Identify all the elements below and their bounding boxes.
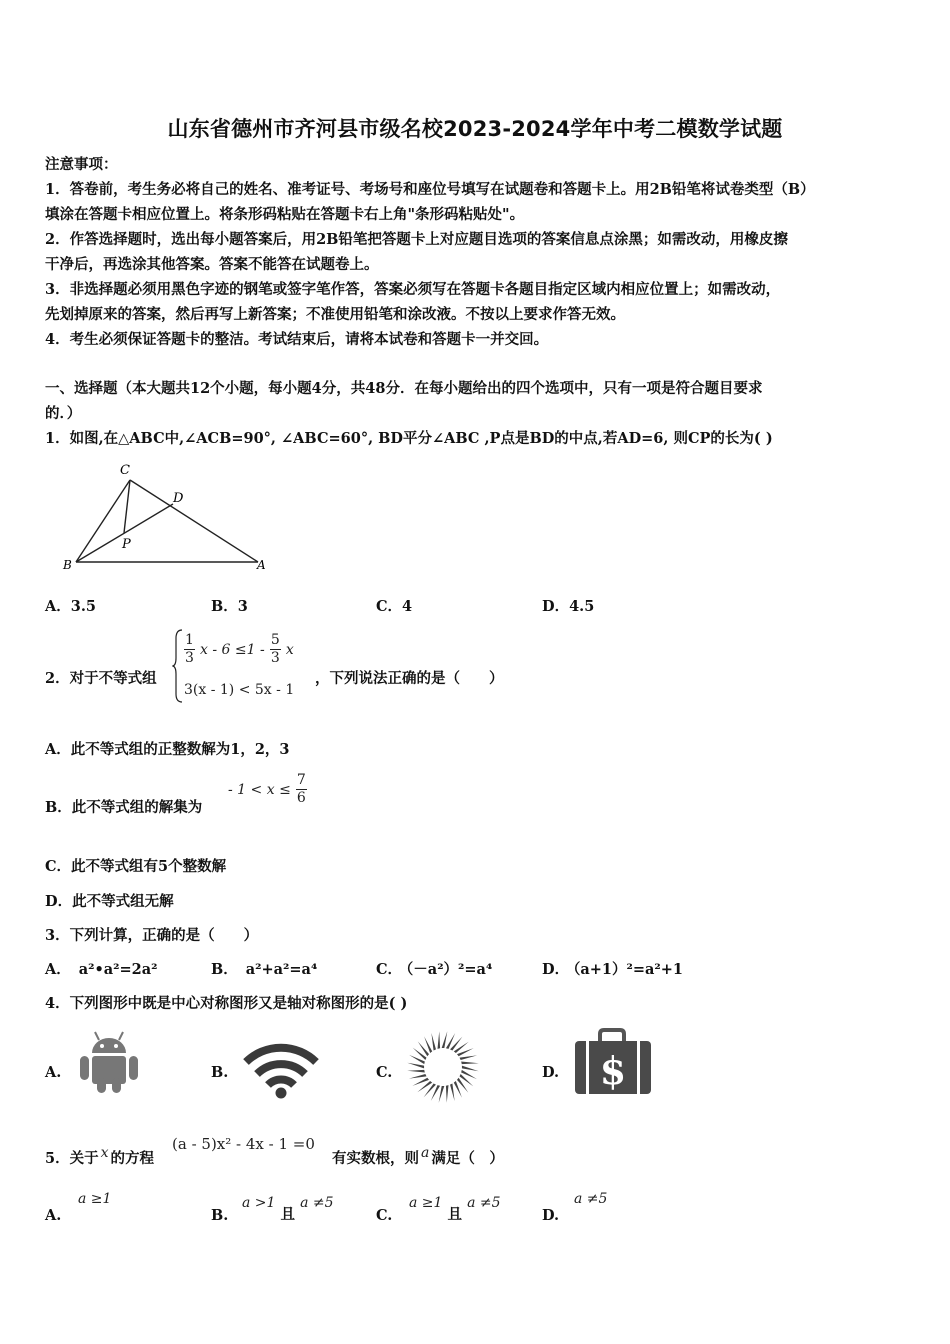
sunburst-ray	[461, 1061, 479, 1064]
frac-den: 3	[185, 650, 194, 666]
q4-stem: 4．下列图形中既是中心对称图形又是轴对称图形的是( )	[45, 995, 408, 1012]
q2-suffix: ，下列说法正确的是（ ）	[315, 670, 504, 687]
sunburst-ray	[462, 1066, 479, 1072]
q3-c-expr: （－a²）²=a⁴	[406, 961, 493, 978]
page-title: 山东省德州市齐河县市级名校2023-2024学年中考二模数学试题	[167, 117, 783, 141]
q5-equation: (a - 5)x² - 4x - 1 =0	[172, 1135, 315, 1153]
money-bag-icon[interactable]	[572, 1028, 654, 1096]
sunburst-ray	[460, 1055, 478, 1060]
q2-option-a[interactable]: A．此不等式组的正整数解为1，2，3	[45, 741, 290, 758]
q5-option-d-label[interactable]: D.	[542, 1207, 560, 1224]
q3-stem: 3．下列计算，正确的是（ ）	[45, 927, 259, 944]
q1-option-b[interactable]: B．3	[211, 598, 248, 615]
q2-ineq1-mid: x - 6 ≤1 -	[200, 642, 265, 658]
q3-option-a[interactable]	[45, 958, 158, 979]
notice-line: 3．非选择题必须用黑色字迹的钢笔或签字笔作答，答案必须写在答题卡各题目指定区域内相应位置上；如需改动，	[45, 281, 781, 298]
notice-line: 干净后，再选涂其他答案。答案不能答在试题卷上。	[45, 256, 379, 273]
q3-b-label: B．	[211, 961, 238, 978]
q5-b-cond1: a >1	[242, 1195, 276, 1211]
sunburst-icon[interactable]	[404, 1030, 482, 1104]
label-b: B	[63, 558, 72, 572]
q5-b-cond2: a ≠5	[300, 1195, 334, 1211]
q5-c-and: 且	[447, 1206, 463, 1223]
q5-var-x: x	[100, 1145, 109, 1161]
sunburst-ray	[446, 1085, 449, 1103]
label-c: C	[120, 463, 130, 478]
q3-option-b[interactable]	[211, 958, 317, 979]
q5-c-cond1: a ≥1	[409, 1195, 443, 1211]
q3-d-expr: （a+1）²=a²+1	[573, 961, 683, 978]
section-heading-cont: 的．）	[45, 405, 82, 422]
android-robot-icon[interactable]	[78, 1028, 140, 1094]
frac-den: 6	[296, 790, 306, 806]
q5-option-a-label[interactable]: A.	[45, 1207, 62, 1224]
q5-b-and: 且	[280, 1206, 296, 1223]
sunburst-ray	[407, 1070, 425, 1073]
notice-line: 4．考生必须保证答题卡的整洁。考试结束后，请将本试卷和答题卡一并交回。	[45, 331, 549, 348]
q2-option-b-math	[228, 772, 307, 807]
q5-stem-end	[332, 1147, 504, 1168]
q3-c-label: C．	[376, 961, 403, 978]
sunburst-ray	[431, 1033, 436, 1051]
q5-mid: 的方程	[110, 1150, 154, 1167]
q4-option-c-label[interactable]: C.	[376, 1064, 393, 1081]
q4-option-a-label[interactable]: A.	[45, 1064, 62, 1081]
q3-option-c[interactable]	[376, 958, 492, 979]
notice-heading: 注意事项：	[45, 156, 118, 173]
q5-option-a-math: a ≥1	[78, 1191, 112, 1207]
notice-line: 先划掉原来的答案，然后再写上新答案；不准使用铅笔和涂改液。不按以上要求作答无效。	[45, 306, 625, 323]
q4-option-d-label[interactable]: D.	[542, 1064, 560, 1081]
frac-num: 1	[185, 632, 194, 648]
q5-pre: 5．关于	[45, 1150, 99, 1167]
frac-num: 5	[270, 632, 280, 648]
q1-option-c[interactable]: C．4	[376, 598, 413, 615]
frac-num: 7	[296, 772, 306, 788]
sunburst-ray	[437, 1031, 440, 1049]
q2-inequality-2: 3(x - 1) < 5x - 1	[184, 682, 295, 698]
q2-ineq1-end: x	[285, 642, 294, 658]
q3-b-expr: a²+a²=a⁴	[245, 961, 318, 978]
label-d: D	[173, 491, 184, 506]
q1-stem: 1．如图,在△ABC中,∠ACB=90°, ∠ABC=60°, BD平分∠ABC ,P点是BD的中点,若AD=6, 则CP的长为( )	[45, 430, 773, 447]
q5-c-cond2: a ≠5	[467, 1195, 501, 1211]
frac-den: 3	[270, 650, 280, 666]
q3-a-label: A．	[45, 961, 71, 978]
q5-var-a: a	[421, 1145, 430, 1161]
q4-option-b-label[interactable]: B.	[211, 1064, 229, 1081]
section-heading: 一、选择题（本大题共12个小题，每小题4分，共48分．在每小题给出的四个选项中，只有一项是符合题目要求	[45, 380, 763, 397]
label-a: A	[257, 558, 266, 572]
q2-option-b[interactable]: B．此不等式组的解集为	[45, 799, 203, 816]
q5-option-b-label[interactable]: B.	[211, 1207, 229, 1224]
notice-line: 1．答卷前，考生务必将自己的姓名、准考证号、考场号和座位号填写在试题卷和答题卡上。用2B铅笔将试卷类型（B）	[45, 181, 815, 198]
q5-stem-start	[45, 1147, 154, 1168]
sunburst-ray	[442, 1031, 448, 1048]
notice-line: 填涂在答题卡相应位置上。将条形码粘贴在答题卡右上角"条形码粘贴处"。	[45, 206, 525, 223]
q2-option-c[interactable]: C．此不等式组有5个整数解	[45, 858, 227, 875]
wifi-icon[interactable]	[240, 1038, 322, 1100]
q3-option-d[interactable]	[542, 958, 683, 979]
sunburst-ray	[439, 1086, 445, 1103]
left-brace-icon	[172, 628, 184, 704]
q2-inequality-1	[184, 632, 294, 667]
q2-optb-expr: - 1 < x ≤	[228, 782, 291, 798]
q5-option-c-label[interactable]: C.	[376, 1207, 393, 1224]
q3-a-expr: a²•a²=2a²	[78, 961, 158, 978]
q1-triangle-figure	[60, 458, 270, 573]
q3-d-label: D．	[542, 961, 570, 978]
q5-option-d-math: a ≠5	[574, 1191, 608, 1207]
svg-text:$: $	[599, 1048, 627, 1093]
q5-end: 满足（ ）	[431, 1150, 504, 1167]
notice-line: 2．作答选择题时，选出每小题答案后，用2B铅笔把答题卡上对应题目选项的答案信息点涂黑；如需改动，用橡皮擦	[45, 231, 788, 248]
q5-post: 有实数根，则	[332, 1150, 419, 1167]
q1-option-a[interactable]: A．3.5	[45, 598, 96, 615]
sunburst-ray	[450, 1084, 455, 1102]
q2-prefix: 2．对于不等式组	[45, 670, 157, 687]
sunburst-ray	[409, 1074, 427, 1079]
sunburst-ray	[407, 1063, 424, 1069]
q5-option-b-math	[242, 1191, 334, 1223]
q1-option-d[interactable]: D．4.5	[542, 598, 595, 615]
q2-option-d[interactable]: D．此不等式组无解	[45, 893, 174, 910]
label-p: P	[122, 537, 131, 552]
q5-option-c-math	[409, 1191, 501, 1223]
